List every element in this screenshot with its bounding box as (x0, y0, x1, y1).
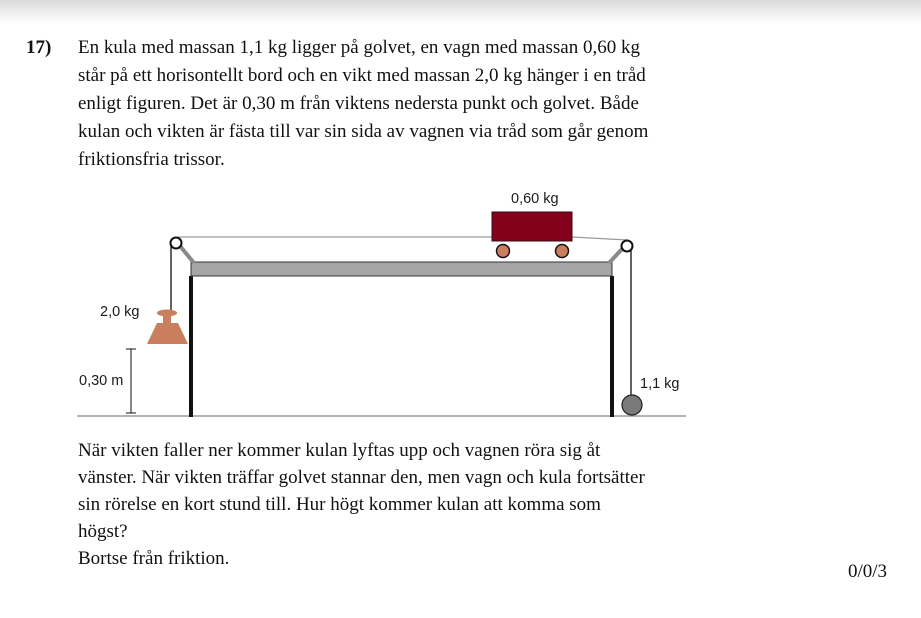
ball (622, 395, 642, 415)
ball-mass-label: 1,1 kg (640, 376, 680, 392)
weight-base (147, 323, 188, 344)
pulley-bracket-left (180, 246, 194, 263)
cart-wheel-right (556, 245, 569, 258)
table-top (191, 262, 612, 276)
cart-body (492, 212, 572, 241)
problem-text-line: kulan och vikten är fästa till var sin sida av vagnen via tråd som går genom (78, 121, 649, 142)
followup-text (78, 437, 738, 572)
points-score: 0/0/3 (847, 561, 887, 582)
followup-text-line: Bortse från friktion. (78, 548, 230, 569)
weight-top-cap (157, 310, 177, 317)
pulley-left (171, 238, 182, 249)
problem-text-line: friktionsfria trissor. (78, 149, 225, 170)
top-shading (0, 0, 921, 24)
cart-wheel-left (497, 245, 510, 258)
height-label: 0,30 m (79, 373, 124, 389)
followup-text-line: sin rörelse en kort stund till. Hur högt kommer kulan att komma som (78, 494, 601, 515)
weight-mass-label: 2,0 kg (100, 304, 140, 320)
weight-stem (163, 315, 171, 323)
pulley-right (622, 241, 633, 252)
followup-text-line: vänster. När vikten träffar golvet stannar den, men vagn och kula fortsätter (78, 467, 645, 488)
followup-text-line: När vikten faller ner kommer kulan lyftas upp och vagnen röra sig åt (78, 440, 601, 461)
problem-text-line: En kula med massan 1,1 kg ligger på golvet, en vagn med massan 0,60 kg (78, 37, 640, 58)
followup-text-line: högst? (78, 521, 128, 542)
pulley-bracket-right (609, 249, 622, 263)
problem-text-line: står på ett horisontellt bord och en vikt med massan 2,0 kg hänger i en tråd (78, 65, 646, 86)
cart-mass-label: 0,60 kg (511, 191, 559, 207)
string-right-top (572, 237, 627, 240)
problem-number: 17) (26, 37, 52, 58)
problem-text-line: enligt figuren. Det är 0,30 m från viktens nedersta punkt och golvet. Både (78, 93, 639, 114)
problem-text (78, 34, 718, 174)
